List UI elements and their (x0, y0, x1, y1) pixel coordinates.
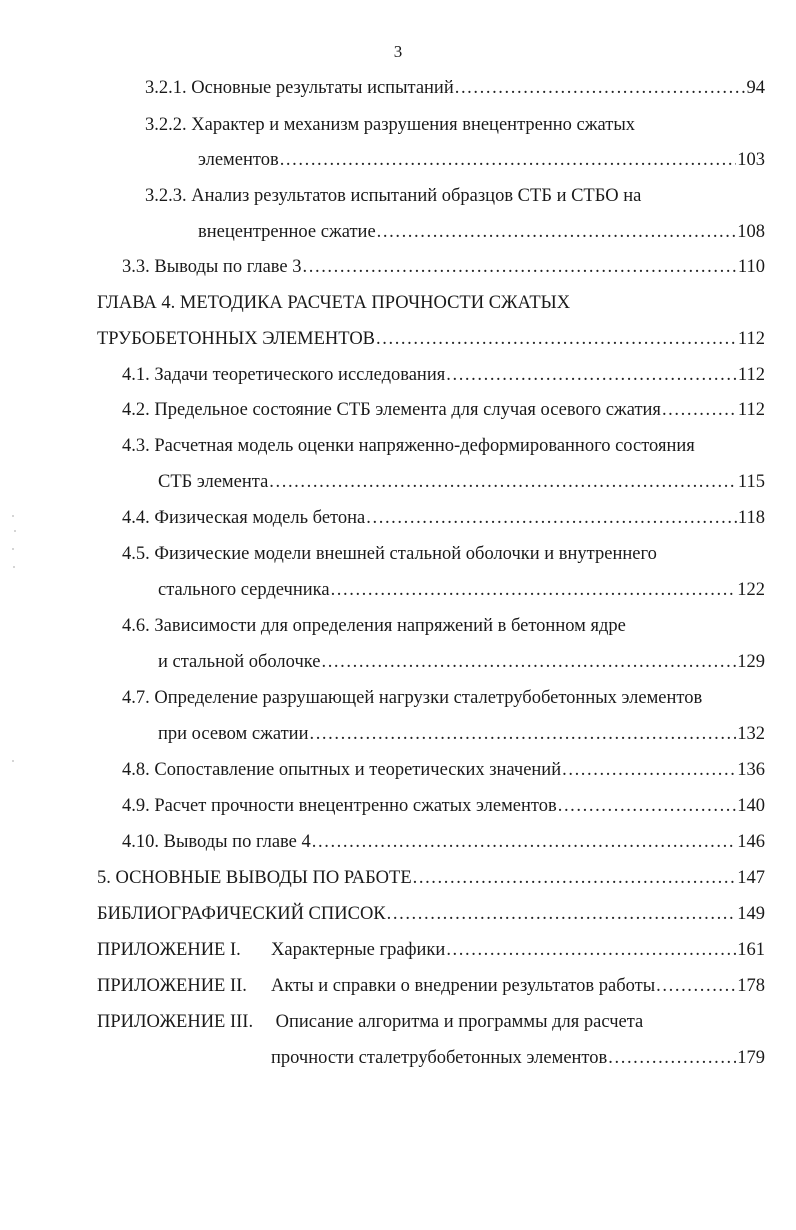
toc-entry-3-2-1 (145, 76, 765, 100)
toc-entry-title: Описание алгоритма и программы для расчета (275, 1012, 644, 1032)
toc-entry-4-5-cont (158, 578, 765, 602)
toc-entry-bibliography (97, 902, 765, 926)
toc-leader-dots (558, 794, 737, 818)
toc-entry-4-3-cont (158, 470, 765, 494)
scan-speck (12, 548, 14, 550)
toc-leader-dots (331, 578, 737, 602)
toc-leader-dots (413, 866, 737, 890)
toc-entry-page: 103 (737, 150, 765, 170)
toc-entry-title: 3.2.3. Анализ результатов испытаний образцов СТБ и СТБО на (145, 186, 642, 206)
toc-leader-dots (656, 974, 736, 998)
toc-entry-3-2-2 (145, 113, 635, 137)
toc-leader-dots (446, 938, 736, 962)
toc-entry-title: 4.2. Предельное состояние СТБ элемента для случая осевого сжатия (122, 400, 661, 420)
toc-entry-3-2-3 (145, 184, 641, 208)
toc-entry-title: 4.4. Физическая модель бетона (122, 508, 366, 528)
toc-entry-page: 118 (737, 508, 765, 528)
toc-entry-title: внецентренное сжатие (198, 222, 376, 242)
toc-appendix-2 (97, 974, 765, 998)
toc-entry-page: 94 (746, 78, 765, 98)
toc-entry-4-6-cont (158, 650, 765, 674)
toc-leader-dots (312, 830, 736, 854)
toc-entry-page: 112 (737, 329, 765, 349)
toc-leader-dots (446, 363, 737, 387)
toc-entry-title: 4.9. Расчет прочности внецентренно сжатых элементов (122, 796, 557, 816)
toc-entry-page: 146 (737, 832, 765, 852)
toc-leader-dots (321, 650, 736, 674)
toc-entry-title: 5. ОСНОВНЫЕ ВЫВОДЫ ПО РАБОТЕ (97, 868, 412, 888)
toc-chapter-4-cont (97, 327, 765, 351)
toc-entry-4-9 (122, 794, 765, 818)
toc-entry-3-3 (122, 255, 765, 279)
toc-entry-4-2 (122, 398, 765, 422)
toc-entry-4-10 (122, 830, 765, 854)
toc-entry-4-1 (122, 363, 765, 387)
scan-speck (12, 760, 14, 762)
toc-entry-page: 129 (737, 652, 765, 672)
toc-entry-title: 4.5. Физические модели внешней стальной оболочки и внутреннего (122, 544, 657, 564)
toc-entry-title: ГЛАВА 4. МЕТОДИКА РАСЧЕТА ПРОЧНОСТИ СЖАТЫХ (97, 293, 571, 313)
toc-entry-4-7-cont (158, 722, 765, 746)
appendix-label: ПРИЛОЖЕНИЕ I. (97, 940, 241, 960)
toc-entry-title: Характерные графики (271, 940, 446, 960)
toc-leader-dots (562, 758, 736, 782)
toc-entry-title: 3.2.2. Характер и механизм разрушения внецентренно сжатых (145, 115, 636, 135)
toc-entry-title: 4.1. Задачи теоретического исследования (122, 365, 446, 385)
toc-leader-dots (608, 1046, 736, 1070)
toc-entry-page: 178 (737, 976, 765, 996)
toc-entry-page: 179 (737, 1048, 765, 1068)
toc-entry-page: 132 (737, 724, 765, 744)
toc-chapter-4 (97, 291, 570, 315)
toc-entry-title: Акты и справки о внедрении результатов работы (271, 976, 656, 996)
toc-appendix-3-cont (271, 1046, 765, 1070)
toc-entry-page: 161 (737, 940, 765, 960)
toc-entry-title: ТРУБОБЕТОННЫХ ЭЛЕМЕНТОВ (97, 329, 376, 349)
toc-entry-title: 3.3. Выводы по главе 3 (122, 257, 302, 277)
toc-leader-dots (269, 470, 737, 494)
toc-entry-title: при осевом сжатии (158, 724, 309, 744)
toc-leader-dots (455, 76, 746, 100)
toc-entry-title: 4.3. Расчетная модель оценки напряженно-деформированного состояния (122, 436, 695, 456)
toc-leader-dots (377, 220, 737, 244)
toc-entry-3-2-2-cont (198, 148, 765, 172)
toc-entry-4-5 (122, 542, 657, 566)
toc-entry-page: 112 (737, 400, 765, 420)
page-number: 3 (393, 42, 403, 61)
toc-leader-dots (303, 255, 737, 279)
toc-leader-dots (280, 148, 737, 172)
toc-entry-page: 122 (737, 580, 765, 600)
toc-entry-page: 115 (737, 472, 765, 492)
toc-entry-4-7 (122, 686, 702, 710)
appendix-label: ПРИЛОЖЕНИЕ II. (97, 976, 247, 996)
toc-entry-page: 149 (737, 904, 765, 924)
toc-entry-page: 136 (737, 760, 765, 780)
appendix-label: ПРИЛОЖЕНИЕ III. (97, 1012, 254, 1032)
toc-entry-title: БИБЛИОГРАФИЧЕСКИЙ СПИСОК (97, 904, 386, 924)
toc-entry-title: СТБ элемента (158, 472, 269, 492)
toc-entry-4-4 (122, 506, 765, 530)
toc-entry-4-8 (122, 758, 765, 782)
toc-entry-title: 4.10. Выводы по главе 4 (122, 832, 311, 852)
toc-entry-3-2-3-cont (198, 220, 765, 244)
toc-entry-title: 4.8. Сопоставление опытных и теоретических значений (122, 760, 562, 780)
toc-entry-title: и стальной оболочке (158, 652, 321, 672)
toc-entry-title: 4.6. Зависимости для определения напряжений в бетонном ядре (122, 616, 626, 636)
toc-entry-5 (97, 866, 765, 890)
toc-entry-title: стального сердечника (158, 580, 330, 600)
toc-appendix-1 (97, 938, 765, 962)
scan-speck (14, 530, 16, 532)
toc-entry-page: 147 (737, 868, 765, 888)
toc-leader-dots (376, 327, 737, 351)
scan-speck (12, 515, 14, 517)
toc-leader-dots (366, 506, 737, 530)
toc-leader-dots (662, 398, 737, 422)
toc-entry-title: прочности сталетрубобетонных элементов (271, 1048, 608, 1068)
toc-entry-page: 112 (737, 365, 765, 385)
toc-leader-dots (387, 902, 737, 926)
toc-entry-title: элементов (198, 150, 279, 170)
toc-entry-title: 4.7. Определение разрушающей нагрузки сталетрубобетонных элементов (122, 688, 703, 708)
toc-entry-page: 140 (737, 796, 765, 816)
toc-entry-page: 108 (737, 222, 765, 242)
toc-entry-page: 110 (737, 257, 765, 277)
scan-speck (13, 566, 15, 568)
toc-leader-dots (309, 722, 736, 746)
toc-appendix-3 (97, 1010, 643, 1034)
toc-entry-4-6 (122, 614, 626, 638)
toc-entry-4-3 (122, 434, 695, 458)
toc-entry-title: 3.2.1. Основные результаты испытаний (145, 78, 454, 98)
